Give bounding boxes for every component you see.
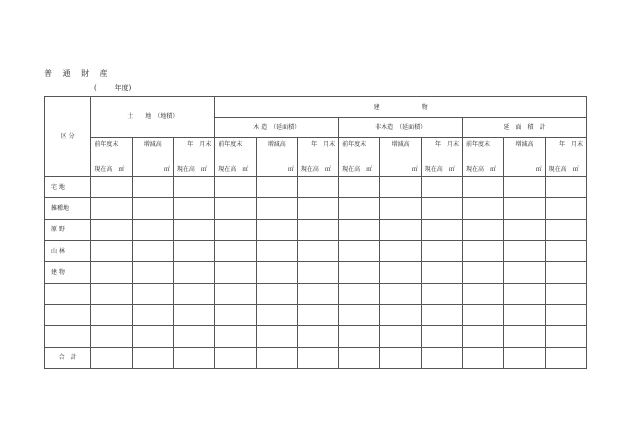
header-land: 土 地 （地積） xyxy=(91,97,215,138)
fiscal-year-label: ( 年度) xyxy=(94,84,132,92)
table-row xyxy=(45,198,587,219)
table-row xyxy=(45,326,587,347)
subheader-prev: 前年度末 現在高 ㎡ xyxy=(215,137,256,177)
subheader-current: 年 月末 現在高 ㎡ xyxy=(421,137,462,177)
subheader-current: 年 月末 現在高 ㎡ xyxy=(297,137,338,177)
header-wooden: 木 造 （延面積） xyxy=(215,118,339,137)
row-label: 建 物 xyxy=(45,262,91,283)
subheader-row xyxy=(45,137,587,177)
header-nonwooden: 非木造 （延面積） xyxy=(339,118,463,137)
total-label: 合 計 xyxy=(45,347,91,368)
subheader-prev: 前年度末 現在高 ㎡ xyxy=(91,137,132,177)
row-label: 宅 地 xyxy=(45,177,91,198)
row-label: 山 林 xyxy=(45,241,91,262)
subheader-prev: 前年度末 現在高 ㎡ xyxy=(463,137,504,177)
row-label xyxy=(45,283,91,304)
subheader-change: 増減高 ㎡ xyxy=(504,137,545,177)
property-ledger-table xyxy=(44,96,587,369)
table-row xyxy=(45,305,587,326)
header-building: 建 物 xyxy=(215,97,587,118)
subheader-change: 増減高 ㎡ xyxy=(380,137,421,177)
row-label xyxy=(45,305,91,326)
subheader-current: 年 月末 現在高 ㎡ xyxy=(545,137,586,177)
table-row xyxy=(45,283,587,304)
header-kubun: 区 分 xyxy=(45,97,91,177)
table-row xyxy=(45,219,587,240)
table-row xyxy=(45,241,587,262)
row-label: 雑種地 xyxy=(45,198,91,219)
subheader-prev: 前年度末 現在高 ㎡ xyxy=(339,137,380,177)
subheader-current: 年 月末 現在高 ㎡ xyxy=(173,137,214,177)
row-label: 原 野 xyxy=(45,219,91,240)
subheader-change: 増減高 ㎡ xyxy=(256,137,297,177)
table-row xyxy=(45,177,587,198)
subheader-change: 増減高 ㎡ xyxy=(132,137,173,177)
row-label xyxy=(45,326,91,347)
table-row xyxy=(45,262,587,283)
page-title: 普 通 財 産 xyxy=(44,69,112,78)
total-row xyxy=(45,347,587,368)
header-total-floor-area: 延 面 積 計 xyxy=(463,118,587,137)
